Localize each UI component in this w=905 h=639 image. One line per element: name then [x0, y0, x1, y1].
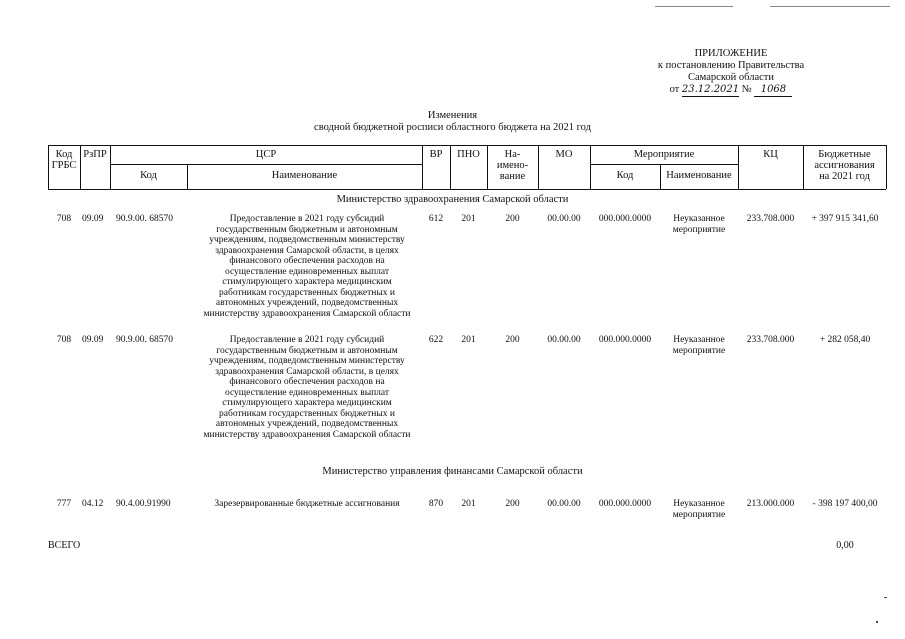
appendix-date-line — [631, 84, 831, 97]
cell-description — [187, 499, 427, 510]
col-meropr-name: Наименование — [666, 170, 732, 181]
col-budget-2: ассигнования — [814, 160, 875, 171]
col-naim-1: На- — [504, 149, 521, 160]
document-heading — [0, 110, 905, 134]
cell-mo: 00.00.00 — [547, 499, 581, 509]
cell-mo: 00.00.00 — [547, 214, 581, 224]
cell-pno: 201 — [461, 335, 476, 345]
handwritten-date: 23.12.2021 — [681, 84, 740, 95]
cell-naim: 200 — [505, 214, 520, 224]
cell-rzpr: 09.09 — [82, 335, 104, 345]
meropr-name-line: Неуказанное — [673, 499, 725, 509]
cell-pno: 201 — [461, 214, 476, 224]
desc-line: министерству здравоохранения Самарской области — [203, 308, 411, 319]
appendix-line-2: Самарской области — [688, 72, 774, 83]
desc-line: государственным бюджетным и автономным — [216, 345, 398, 356]
total-value: 0,00 — [836, 540, 854, 551]
cell-kc: 213.000.000 — [746, 499, 795, 509]
col-budget-1: Бюджетные — [818, 149, 871, 160]
number-sign: № — [741, 84, 752, 95]
desc-line: осуществление единовременных выплат — [224, 266, 390, 277]
cell-grbs: 708 — [56, 214, 72, 224]
cell-grbs: 777 — [56, 499, 72, 509]
desc-line: автономных учреждений, подведомственных — [215, 419, 399, 429]
cell-naim: 200 — [505, 335, 520, 345]
col-naim-3: вание — [499, 171, 526, 182]
cell-kc: 233.708.000 — [746, 214, 795, 224]
cell-grbs: 708 — [56, 335, 72, 345]
cell-description — [187, 335, 427, 440]
handwritten-number: 1068 — [754, 84, 792, 97]
col-naim — [487, 149, 538, 182]
desc-line: стимулирующего характера медицинским — [222, 398, 392, 408]
cell-rzpr: 04.12 — [82, 499, 104, 509]
cell-rzpr: 09.09 — [82, 214, 104, 224]
appendix-title: ПРИЛОЖЕНИЕ — [694, 48, 768, 59]
section-title: Министерство здравоохранения Самарской области — [336, 194, 569, 205]
heading-line-1: Изменения — [427, 110, 478, 121]
cell-meropr-name — [660, 214, 738, 235]
meropr-name-line: мероприятие — [672, 224, 726, 235]
cell-amount: - 398 197 400,00 — [812, 499, 878, 509]
col-meropr: Мероприятие — [633, 149, 695, 160]
desc-line: государственным бюджетным и автономным — [216, 224, 398, 235]
cell-description — [187, 214, 427, 319]
desc-line: работникам государственных бюджетных и — [219, 408, 395, 419]
desc-line: министерству здравоохранения Самарской области — [203, 429, 411, 440]
desc-line: учреждениям, подведомственным министерству — [209, 356, 405, 366]
section-title: Министерство управления финансами Самарской области — [322, 466, 583, 477]
cell-meropr-kod: 000.000.0000 — [598, 499, 652, 509]
cell-amount: + 397 915 341,60 — [811, 214, 879, 224]
cell-vr: 622 — [428, 335, 444, 345]
col-kc: КЦ — [763, 149, 778, 160]
meropr-name-line: Неуказанное — [673, 335, 725, 345]
cell-vr: 612 — [428, 214, 444, 224]
desc-line: здравоохранения Самарской области, в целях — [215, 245, 399, 256]
col-csr: ЦСР — [255, 149, 277, 160]
cell-kc: 233.708.000 — [746, 335, 795, 345]
col-pno: ПНО — [457, 149, 480, 160]
cell-meropr-name — [660, 499, 738, 520]
cell-meropr-kod: 000.000.0000 — [598, 214, 652, 224]
col-budget — [803, 149, 886, 182]
desc-line: финансового обеспечения расходов на — [229, 377, 385, 387]
desc-line: автономных учреждений, подведомственных — [215, 298, 399, 308]
col-budget-3: на 2021 год — [819, 171, 870, 182]
cell-naim: 200 — [505, 499, 520, 509]
total-label: ВСЕГО — [48, 540, 81, 551]
appendix-line-1: к постановлению Правительства — [657, 60, 805, 71]
col-kod-grbs: Код ГРБС — [51, 149, 77, 171]
meropr-name-line: мероприятие — [672, 509, 726, 520]
desc-line: Предоставление в 2021 году субсидий — [229, 214, 385, 224]
cell-vr: 870 — [428, 499, 444, 509]
heading-line-2: сводной бюджетной росписи областного бюджета на 2021 год — [314, 122, 591, 133]
date-prefix: от — [669, 84, 680, 95]
cell-mo: 00.00.00 — [547, 335, 581, 345]
desc-line: Предоставление в 2021 году субсидий — [229, 335, 385, 345]
desc-line: осуществление единовременных выплат — [224, 387, 390, 398]
col-meropr-kod: Код — [616, 170, 634, 181]
col-csr-kod: Код — [140, 170, 157, 181]
col-naim-2: имено- — [496, 160, 529, 171]
desc-line: Зарезервированные бюджетные ассигнования — [214, 499, 400, 509]
cell-csr-code: 90.9.00. 68570 — [116, 335, 173, 345]
col-csr-name: Наименование — [271, 170, 338, 181]
desc-line: финансового обеспечения расходов на — [229, 256, 385, 266]
desc-line: здравоохранения Самарской области, в целях — [215, 366, 399, 377]
col-mo: МО — [555, 149, 573, 160]
desc-line: учреждениям, подведомственным министерству — [209, 235, 405, 245]
cell-csr-code: 90.4.00.91990 — [116, 499, 171, 509]
cell-meropr-name — [660, 335, 738, 356]
col-rzpr: РзПР — [83, 149, 107, 160]
desc-line: стимулирующего характера медицинским — [222, 277, 392, 287]
cell-meropr-kod: 000.000.0000 — [598, 335, 652, 345]
meropr-name-line: мероприятие — [672, 345, 726, 356]
cell-pno: 201 — [461, 499, 476, 509]
appendix-block — [631, 48, 831, 97]
col-vr: ВР — [429, 149, 443, 160]
cell-amount: + 282 058,40 — [819, 335, 871, 345]
cell-csr-code: 90.9.00. 68570 — [116, 214, 173, 224]
meropr-name-line: Неуказанное — [673, 214, 725, 224]
desc-line: работникам государственных бюджетных и — [219, 287, 395, 298]
